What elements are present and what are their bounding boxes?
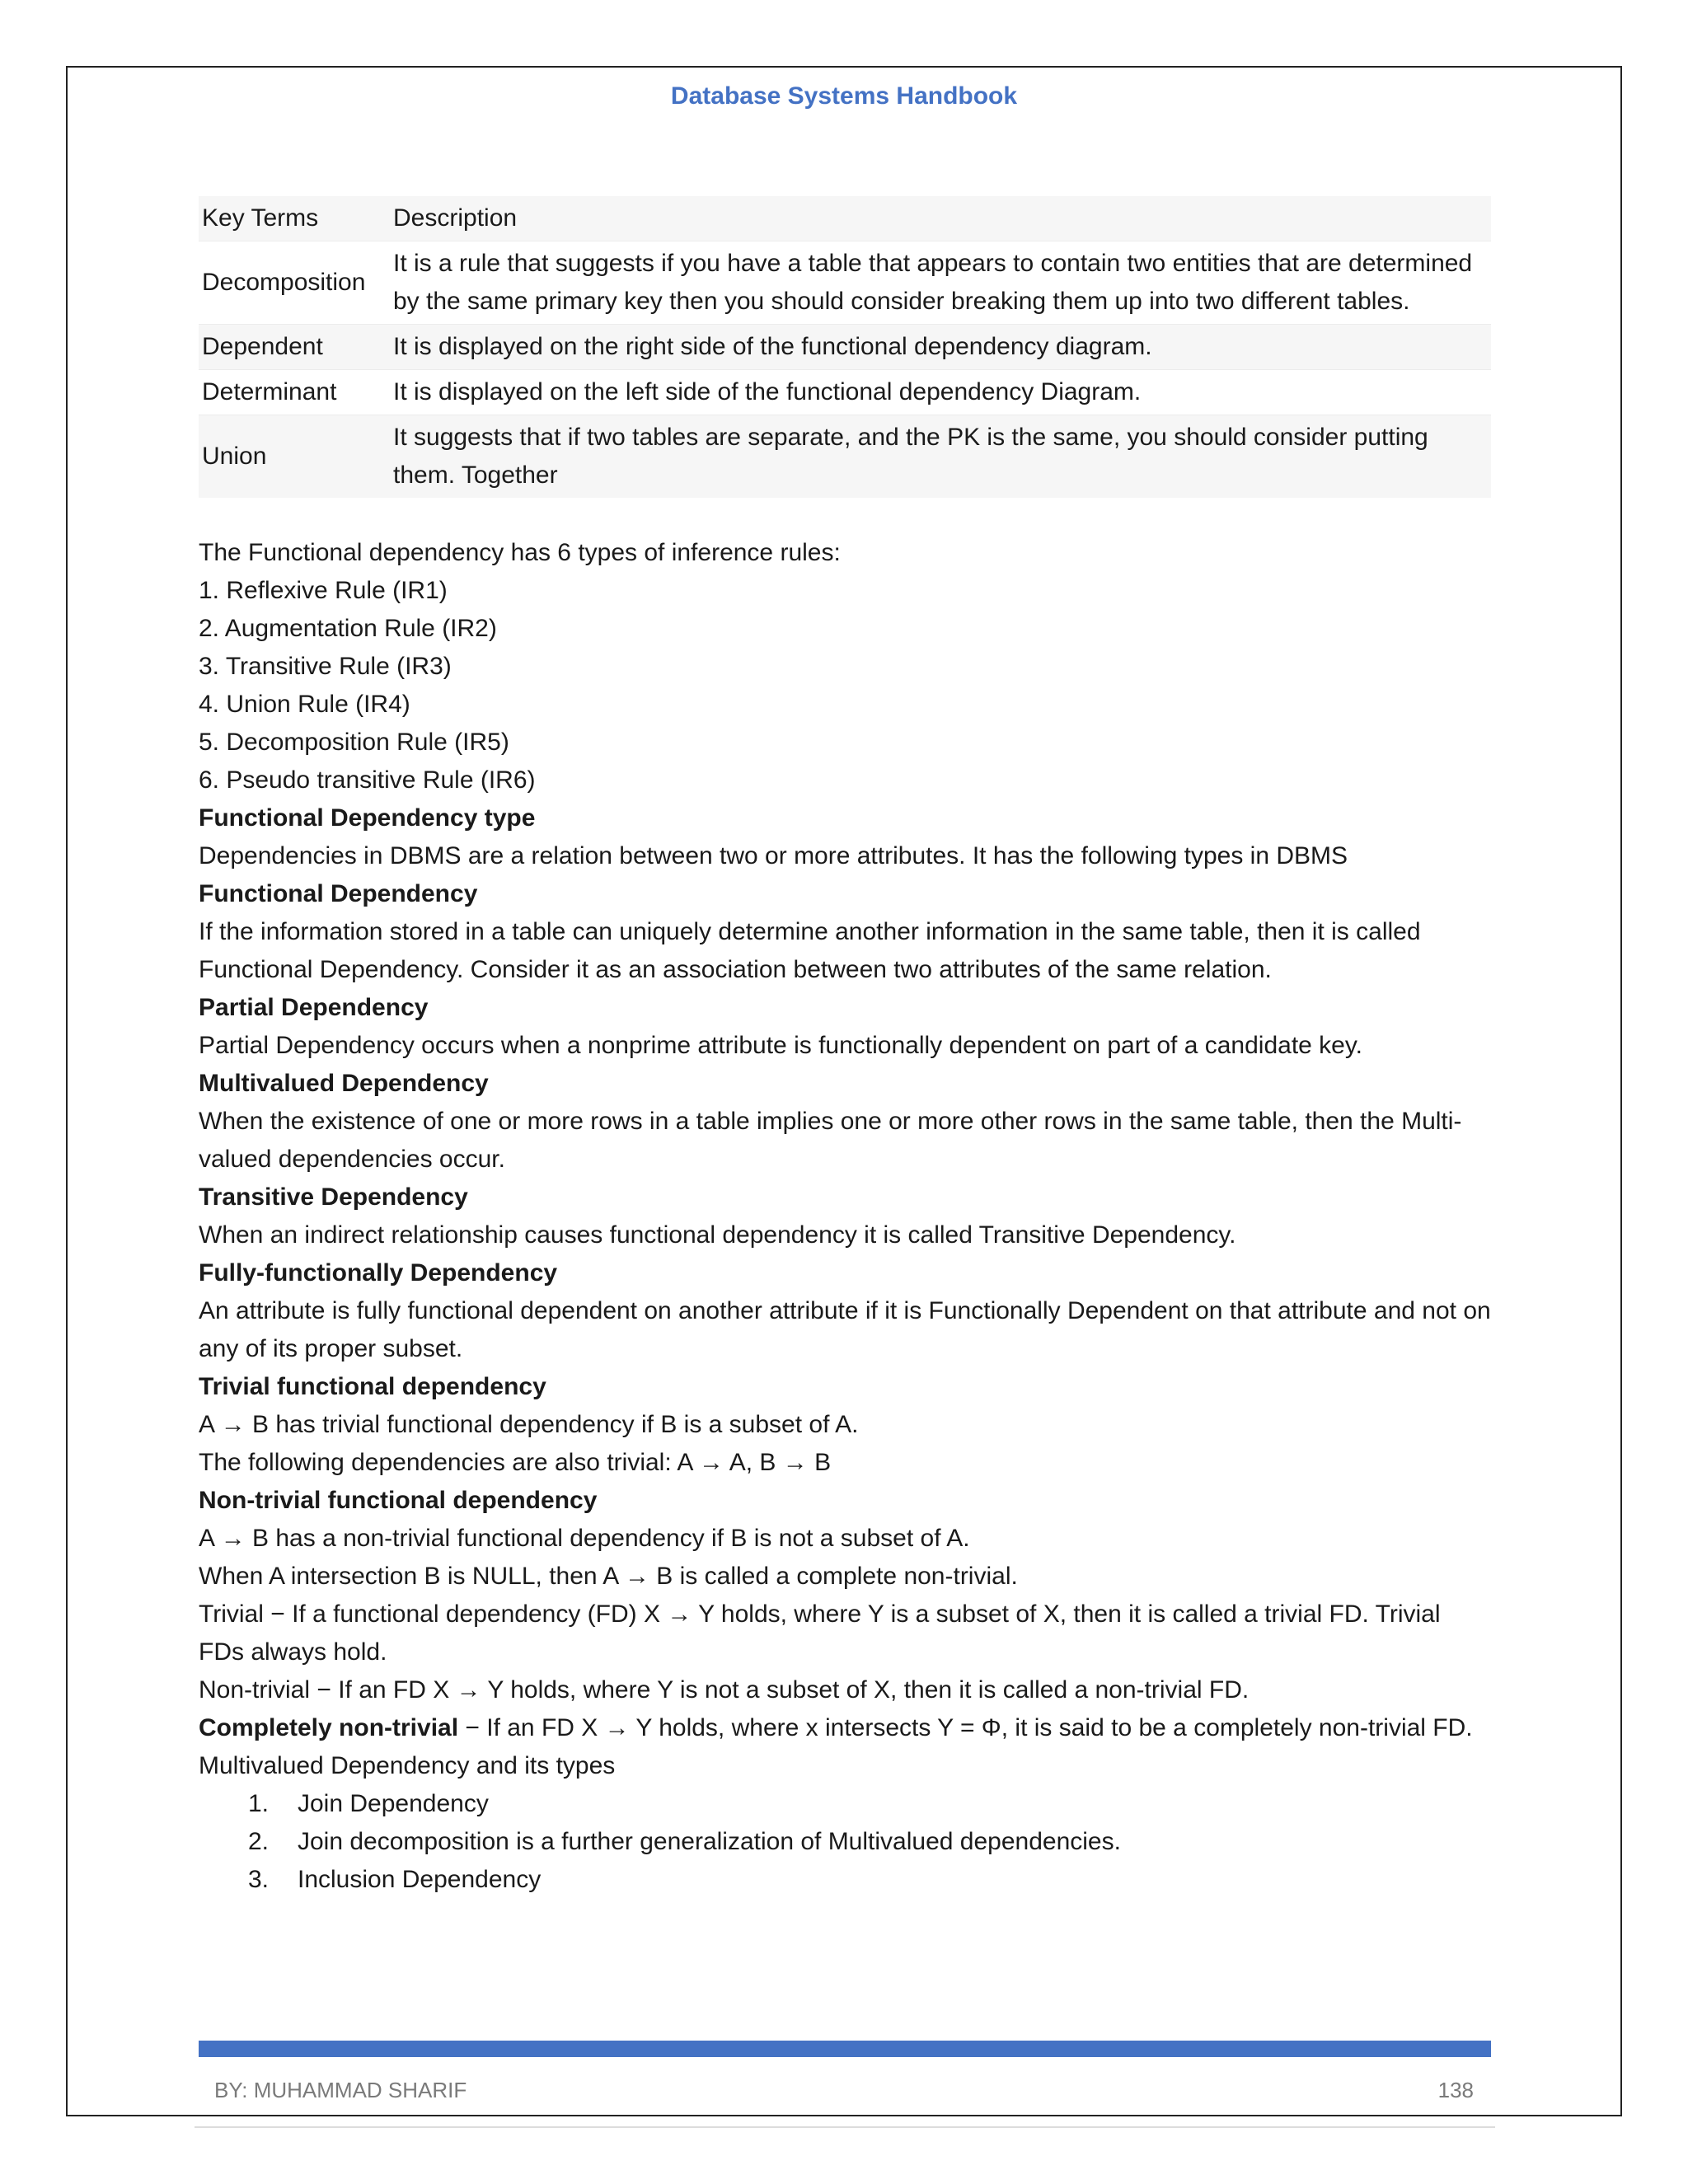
table-row xyxy=(199,241,1491,325)
table-header-row xyxy=(199,196,1491,241)
footer-author: BY: MUHAMMAD SHARIF xyxy=(214,2078,467,2102)
completely-nontrivial-line xyxy=(199,1709,1491,1747)
mv-types-intro: Multivalued Dependency and its types xyxy=(199,1752,616,1779)
section-text: If the information stored in a table can uniquely determine another information in the same table, then it is called Functional Dependency. Consider it as an association between two attributes of the same relation. xyxy=(199,918,1421,983)
list-item xyxy=(199,1823,1491,1861)
page-header-title: Database Systems Handbook xyxy=(670,82,1018,110)
footer-accent-bar xyxy=(199,2041,1491,2057)
table-row xyxy=(199,415,1491,499)
section-heading: Transitive Dependency xyxy=(199,1183,468,1211)
completely-nontrivial-label: Completely non-trivial xyxy=(199,1714,459,1741)
inference-rule: 3. Transitive Rule (IR3) xyxy=(199,653,452,680)
term-cell: Determinant xyxy=(199,370,390,415)
section-heading: Partial Dependency xyxy=(199,994,429,1021)
list-item xyxy=(199,1861,1491,1899)
column-header: Key Terms xyxy=(199,196,390,241)
completely-nontrivial-text: − If an FD X → Y holds, where x intersects Y = Φ, it is said to be a completely non-trivial FD. xyxy=(458,1714,1473,1741)
section-text: When A intersection B is NULL, then A → B is called a complete non-trivial. xyxy=(199,1563,1018,1590)
section-text: Dependencies in DBMS are a relation between two or more attributes. It has the following types in DBMS xyxy=(199,842,1348,869)
section-text: The following dependencies are also trivial: A → A, B → B xyxy=(199,1449,832,1476)
description-cell: It suggests that if two tables are separate, and the PK is the same, you should consider putting them. Together xyxy=(390,415,1491,499)
key-terms-table xyxy=(199,196,1491,498)
list-text: Join decomposition is a further generalization of Multivalued dependencies. xyxy=(298,1828,1121,1855)
term-cell: Dependent xyxy=(199,325,390,370)
section-text: When the existence of one or more rows in a table implies one or more other rows in the same table, then the Multi-valued dependencies occur. xyxy=(199,1108,1462,1173)
section-text: When an indirect relationship causes functional dependency it is called Transitive Dependency. xyxy=(199,1221,1236,1249)
inference-rules xyxy=(199,534,1491,799)
table-row xyxy=(199,325,1491,370)
column-header: Description xyxy=(390,196,1491,241)
table-row xyxy=(199,370,1491,415)
section-heading: Fully-functionally Dependency xyxy=(199,1259,558,1286)
mv-types-list xyxy=(199,1785,1491,1899)
term-cell: Union xyxy=(199,415,390,499)
list-item xyxy=(199,1785,1491,1823)
section-text: A → B has trivial functional dependency if B is a subset of A. xyxy=(199,1411,859,1438)
footer-divider xyxy=(195,2126,1495,2128)
list-text: Inclusion Dependency xyxy=(298,1866,542,1893)
section-heading: Functional Dependency type xyxy=(199,804,536,832)
list-number: 2. xyxy=(248,1828,270,1855)
page-content xyxy=(199,196,1491,1899)
section-text: A → B has a non-trivial functional dependency if B is not a subset of A. xyxy=(199,1525,970,1552)
footer-page-number: 138 xyxy=(1437,2078,1474,2102)
inference-rule: 2. Augmentation Rule (IR2) xyxy=(199,615,497,642)
list-number: 1. xyxy=(248,1790,270,1817)
section-heading: Functional Dependency xyxy=(199,880,478,907)
inference-intro: The Functional dependency has 6 types of inference rules: xyxy=(199,539,841,566)
section-text: Partial Dependency occurs when a nonprime attribute is functionally dependent on part of a candidate key. xyxy=(199,1032,1362,1059)
inference-rule: 4. Union Rule (IR4) xyxy=(199,691,410,718)
description-cell: It is a rule that suggests if you have a table that appears to contain two entities that are determined by the same primary key then you should consider breaking them up into two different tables. xyxy=(390,241,1491,325)
section-heading: Trivial functional dependency xyxy=(199,1373,546,1400)
section-heading: Non-trivial functional dependency xyxy=(199,1487,598,1514)
section-text: Non-trivial − If an FD X → Y holds, where Y is not a subset of X, then it is called a non-trivial FD. xyxy=(199,1676,1250,1704)
description-cell: It is displayed on the left side of the functional dependency Diagram. xyxy=(390,370,1491,415)
list-text: Join Dependency xyxy=(298,1790,489,1817)
section-heading: Multivalued Dependency xyxy=(199,1070,489,1097)
section-text: Trivial − If a functional dependency (FD) X → Y holds, where Y is a subset of X, then it is called a trivial FD. Trivial FDs always hold. xyxy=(199,1601,1441,1666)
inference-rule: 5. Decomposition Rule (IR5) xyxy=(199,729,509,756)
list-number: 3. xyxy=(248,1866,270,1893)
inference-rule: 6. Pseudo transitive Rule (IR6) xyxy=(199,766,536,794)
section-text: An attribute is fully functional dependent on another attribute if it is Functionally Dependent on that attribute and not on any of its proper subset. xyxy=(199,1297,1491,1362)
term-cell: Decomposition xyxy=(199,241,390,325)
description-cell: It is displayed on the right side of the functional dependency diagram. xyxy=(390,325,1491,370)
inference-rule: 1. Reflexive Rule (IR1) xyxy=(199,577,448,604)
